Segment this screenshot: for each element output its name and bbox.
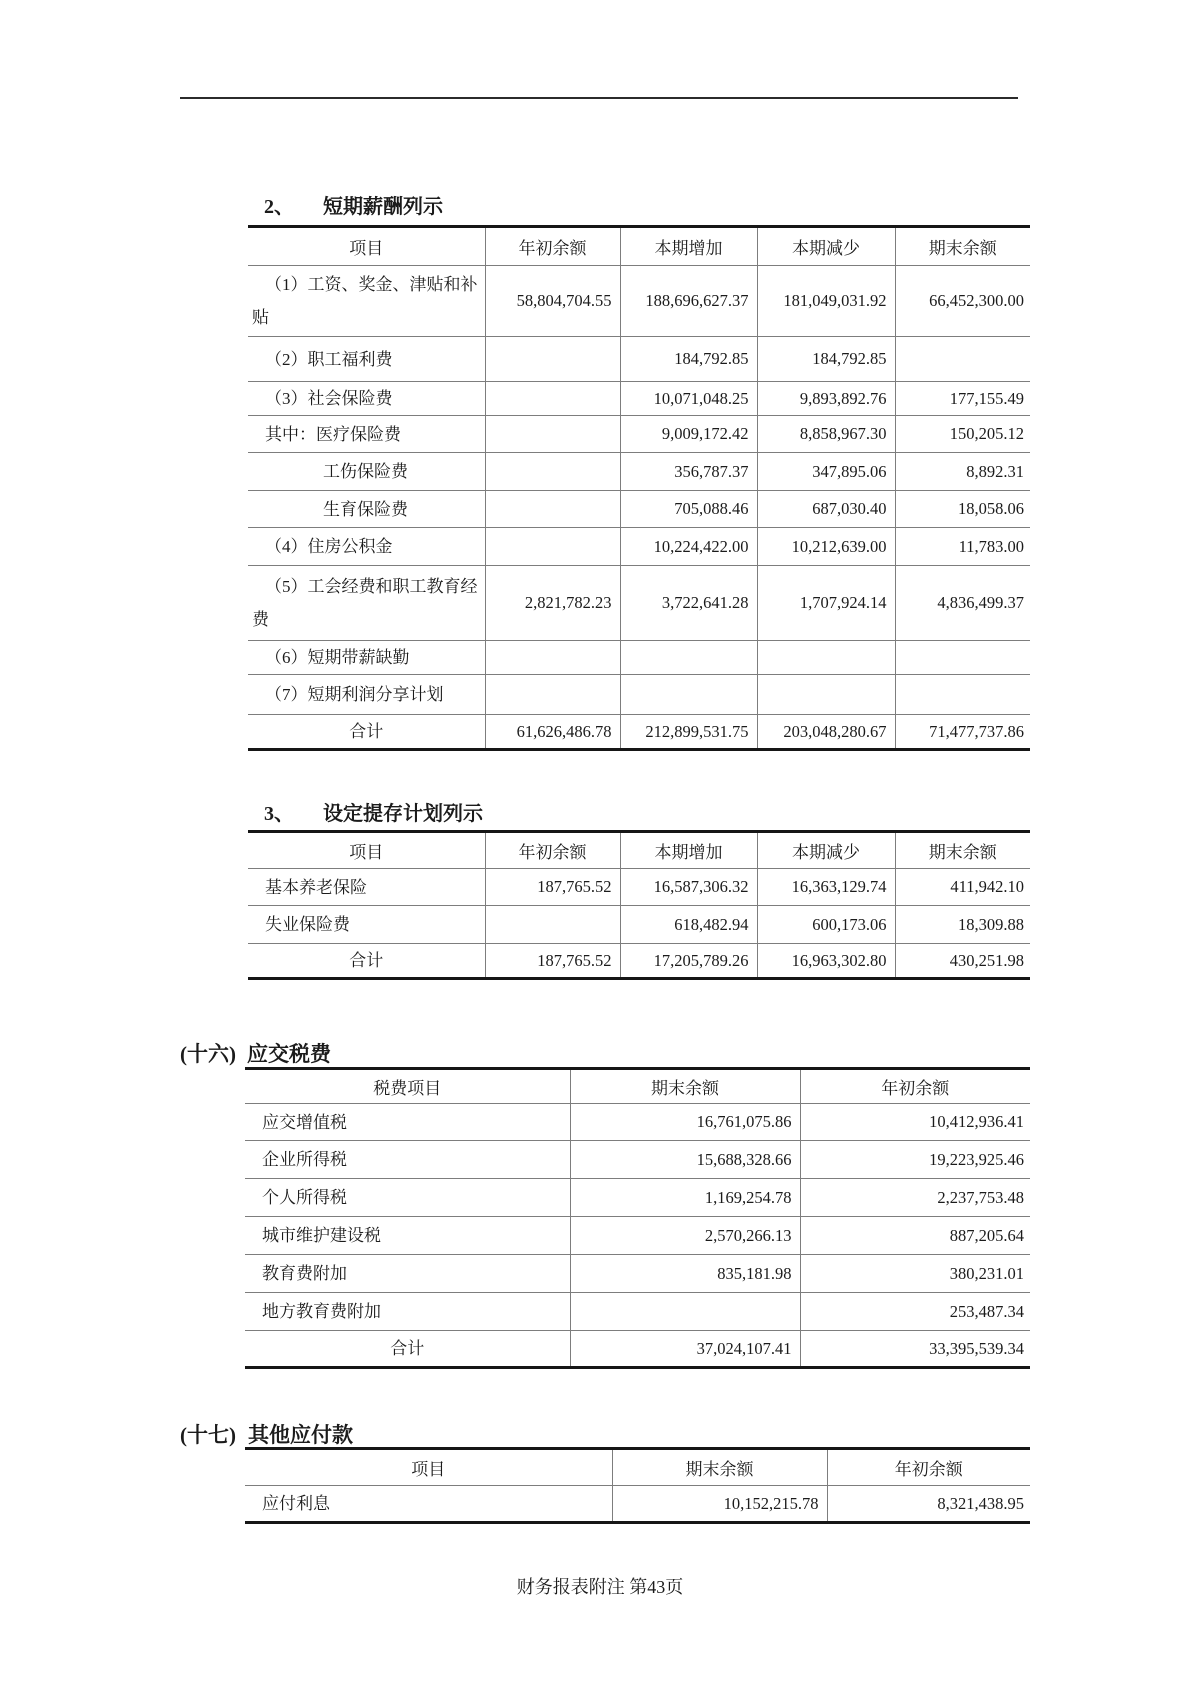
- cell-value: 9,893,892.76: [757, 382, 895, 416]
- row-label: 合计: [349, 722, 384, 741]
- row-label: 基本养老保险: [265, 877, 367, 897]
- table-row: [245, 1293, 1030, 1331]
- cell-value: 1,169,254.78: [570, 1179, 800, 1217]
- cell-value: [757, 675, 895, 715]
- cell-value: 33,395,539.34: [800, 1331, 1030, 1368]
- cell-value: 58,804,704.55: [485, 266, 620, 337]
- table-row: [248, 416, 1030, 453]
- table-row: [248, 869, 1030, 906]
- cell-value: 11,783.00: [895, 528, 1030, 566]
- header-row: [245, 1449, 1030, 1486]
- column-header: 期末余额: [570, 1069, 800, 1104]
- section-2-number: 2、: [264, 196, 294, 218]
- cell-value: 887,205.64: [800, 1217, 1030, 1255]
- column-header: 税费项目: [373, 1079, 442, 1098]
- other-payables-table: [245, 1447, 1030, 1524]
- cell-value: 411,942.10: [895, 869, 1030, 906]
- section-16-number: (十六): [180, 1042, 236, 1066]
- short-term-compensation-table: [248, 225, 1030, 751]
- header-row: [248, 832, 1030, 869]
- table-row: [248, 906, 1030, 944]
- cell-value: 4,836,499.37: [895, 566, 1030, 641]
- cell-value: 187,765.52: [485, 869, 620, 906]
- cell-value: [570, 1293, 800, 1331]
- column-header: 项目: [349, 843, 384, 862]
- cell-value: 10,412,936.41: [800, 1104, 1030, 1141]
- cell-value: 600,173.06: [757, 906, 895, 944]
- cell-value: 17,205,789.26: [620, 944, 757, 979]
- cell-value: [620, 641, 757, 675]
- table-row: [245, 1141, 1030, 1179]
- row-label: （7）短期利润分享计划: [265, 685, 444, 704]
- row-label: 应付利息: [262, 1494, 330, 1513]
- column-header: 期末余额: [895, 832, 1030, 869]
- column-header: 本期增加: [620, 832, 757, 869]
- row-label: 城市维护建设税: [262, 1226, 381, 1245]
- section-17-number: (十七): [180, 1423, 236, 1447]
- cell-value: [485, 416, 620, 453]
- total-row: [248, 944, 1030, 979]
- row-label: 应交增值税: [262, 1112, 347, 1132]
- cell-value: 8,858,967.30: [757, 416, 895, 453]
- cell-value: 10,212,639.00: [757, 528, 895, 566]
- table-row: [248, 491, 1030, 528]
- row-label: 合计: [390, 1339, 425, 1358]
- row-label: （5）工会经费和职工教育经费: [252, 577, 478, 629]
- row-label: 地方教育费附加: [262, 1302, 381, 1321]
- total-row: [248, 715, 1030, 750]
- cell-value: 1,707,924.14: [757, 566, 895, 641]
- row-label: （1）工资、奖金、津贴和补贴: [252, 275, 478, 327]
- page-footer: 财务报表附注 第43页: [516, 1577, 684, 1597]
- row-label: 教育费附加: [262, 1264, 347, 1283]
- cell-value: 10,071,048.25: [620, 382, 757, 416]
- cell-value: 212,899,531.75: [620, 715, 757, 750]
- cell-value: 18,058.06: [895, 491, 1030, 528]
- table-row: [248, 641, 1030, 675]
- table-row: [245, 1179, 1030, 1217]
- cell-value: 618,482.94: [620, 906, 757, 944]
- section-3-heading: [264, 797, 483, 826]
- cell-value: [485, 906, 620, 944]
- row-label: 生育保险费: [323, 499, 408, 519]
- table-row: [248, 566, 1030, 641]
- cell-value: 687,030.40: [757, 491, 895, 528]
- cell-value: 184,792.85: [757, 337, 895, 382]
- column-header: 本期减少: [757, 227, 895, 266]
- table-row: [245, 1255, 1030, 1293]
- table-row: [248, 453, 1030, 491]
- cell-value: [895, 675, 1030, 715]
- cell-value: 10,224,422.00: [620, 528, 757, 566]
- cell-value: 187,765.52: [485, 944, 620, 979]
- cell-value: [485, 453, 620, 491]
- header-row: [248, 227, 1030, 266]
- section-3-title: 设定提存计划列示: [323, 803, 483, 825]
- cell-value: 10,152,215.78: [612, 1486, 827, 1523]
- column-header: 本期增加: [620, 227, 757, 266]
- section-16-title: 应交税费: [247, 1042, 331, 1066]
- section-16-heading: [180, 1038, 331, 1068]
- cell-value: 2,237,753.48: [800, 1179, 1030, 1217]
- total-row: [245, 1331, 1030, 1368]
- column-header: 期末余额: [612, 1449, 827, 1486]
- column-header: 期末余额: [895, 227, 1030, 266]
- cell-value: [620, 675, 757, 715]
- cell-value: 2,570,266.13: [570, 1217, 800, 1255]
- table-row: [245, 1486, 1030, 1523]
- cell-value: 181,049,031.92: [757, 266, 895, 337]
- column-header: 项目: [411, 1460, 446, 1479]
- page-header-rule: [180, 97, 1018, 99]
- row-label: （4）住房公积金: [265, 537, 393, 556]
- column-header: 年初余额: [485, 832, 620, 869]
- cell-value: 61,626,486.78: [485, 715, 620, 750]
- row-label: 个人所得税: [262, 1188, 347, 1207]
- column-header: 项目: [349, 239, 384, 258]
- table-row: [248, 528, 1030, 566]
- cell-value: 347,895.06: [757, 453, 895, 491]
- column-header: 年初余额: [485, 227, 620, 266]
- cell-value: 16,363,129.74: [757, 869, 895, 906]
- table-row: [248, 382, 1030, 416]
- taxes-payable-table: [245, 1067, 1030, 1369]
- cell-value: 835,181.98: [570, 1255, 800, 1293]
- table: [245, 1447, 1030, 1524]
- section-17-heading: [180, 1419, 353, 1449]
- cell-value: 15,688,328.66: [570, 1141, 800, 1179]
- cell-value: 16,963,302.80: [757, 944, 895, 979]
- cell-value: 66,452,300.00: [895, 266, 1030, 337]
- column-header: 本期减少: [757, 832, 895, 869]
- header-row: [245, 1069, 1030, 1104]
- table: [248, 225, 1030, 751]
- cell-value: [485, 528, 620, 566]
- cell-value: 37,024,107.41: [570, 1331, 800, 1368]
- column-header: 年初余额: [800, 1069, 1030, 1104]
- cell-value: 9,009,172.42: [620, 416, 757, 453]
- defined-contribution-plan-table: [248, 830, 1030, 980]
- cell-value: 253,487.34: [800, 1293, 1030, 1331]
- row-label: 失业保险费: [265, 915, 350, 934]
- section-3-number: 3、: [264, 803, 294, 825]
- cell-value: [485, 675, 620, 715]
- cell-value: [485, 491, 620, 528]
- cell-value: 430,251.98: [895, 944, 1030, 979]
- cell-value: 184,792.85: [620, 337, 757, 382]
- section-2-heading: [264, 190, 443, 219]
- cell-value: 380,231.01: [800, 1255, 1030, 1293]
- section-2-title: 短期薪酬列示: [323, 196, 443, 218]
- row-label: 合计: [349, 951, 384, 970]
- cell-value: [485, 641, 620, 675]
- cell-value: 188,696,627.37: [620, 266, 757, 337]
- cell-value: [895, 641, 1030, 675]
- cell-value: 71,477,737.86: [895, 715, 1030, 750]
- table-row: [248, 675, 1030, 715]
- section-17-title: 其他应付款: [248, 1423, 353, 1447]
- row-label: （6）短期带薪缺勤: [265, 648, 410, 667]
- table-row: [245, 1104, 1030, 1141]
- row-label: （3）社会保险费: [265, 389, 393, 408]
- table-row: [245, 1217, 1030, 1255]
- column-header: 年初余额: [827, 1449, 1030, 1486]
- cell-value: 16,587,306.32: [620, 869, 757, 906]
- cell-value: [485, 337, 620, 382]
- row-label: （2）职工福利费: [265, 349, 393, 369]
- cell-value: 8,892.31: [895, 453, 1030, 491]
- cell-value: 150,205.12: [895, 416, 1030, 453]
- cell-value: 3,722,641.28: [620, 566, 757, 641]
- cell-value: 8,321,438.95: [827, 1486, 1030, 1523]
- cell-value: 177,155.49: [895, 382, 1030, 416]
- cell-value: 2,821,782.23: [485, 566, 620, 641]
- cell-value: 19,223,925.46: [800, 1141, 1030, 1179]
- cell-value: 705,088.46: [620, 491, 757, 528]
- row-label: 工伤保险费: [323, 462, 408, 481]
- cell-value: [485, 382, 620, 416]
- row-label: 企业所得税: [262, 1150, 347, 1169]
- table-row: [248, 337, 1030, 382]
- cell-value: 16,761,075.86: [570, 1104, 800, 1141]
- cell-value: [757, 641, 895, 675]
- table-row: [248, 266, 1030, 337]
- table: [248, 830, 1030, 980]
- table: [245, 1067, 1030, 1369]
- cell-value: 356,787.37: [620, 453, 757, 491]
- cell-value: 203,048,280.67: [757, 715, 895, 750]
- cell-value: [895, 337, 1030, 382]
- row-label: 其中：医疗保险费: [265, 424, 401, 444]
- cell-value: 18,309.88: [895, 906, 1030, 944]
